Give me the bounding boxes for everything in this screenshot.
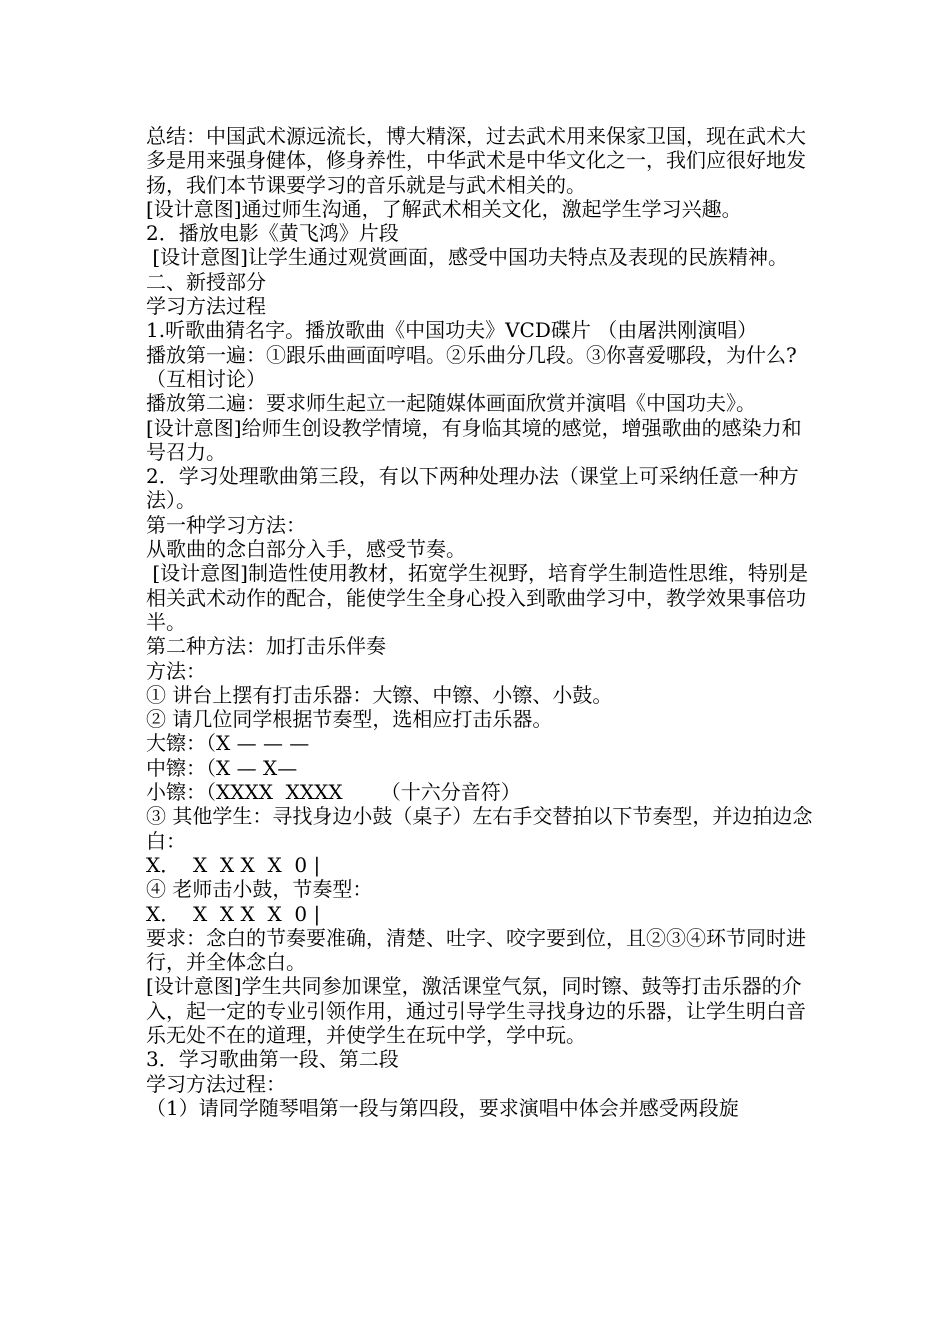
- design-intent-paragraph: [设计意图]制造性使用教材，拓宽学生视野，培育学生制造性思维，特别是相关武术动作的配合，能使学生全身心投入到歌曲学习中，教学效果事倍功半。: [146, 561, 808, 634]
- requirement-paragraph: 要求：念白的节奏要准确，清楚、吐字、咬字要到位，且②③④环节同时进行，并全体念白。: [146, 925, 806, 975]
- method-heading: 第一种学习方法：: [146, 512, 306, 537]
- rhythm-line: 中镲：（X — X—: [146, 755, 298, 780]
- method-heading: 第二种方法：加打击乐伴奏: [146, 634, 386, 659]
- rhythm-line: X． X X X X 0 |: [146, 901, 321, 926]
- body-paragraph: （1）请同学随琴唱第一段与第四段，要求演唱中体会并感受两段旋: [146, 1095, 739, 1120]
- step-paragraph: 2．学习处理歌曲第三段，有以下两种处理办法（课堂上可采纳任意一种方法）。: [146, 464, 799, 513]
- numbered-item: ④ 老师击小鼓，节奏型：: [146, 877, 373, 902]
- body-paragraph: 播放第二遍：要求师生起立一起随媒体画面欣赏并演唱《中国功夫》。: [146, 391, 756, 416]
- numbered-item: ② 请几位同学根据节奏型，选相应打击乐器。: [146, 707, 553, 732]
- numbered-item: ① 讲台上摆有打击乐器：大镲、中镲、小镲、小鼓。: [146, 682, 613, 707]
- design-intent-paragraph: [设计意图]让学生通过观赏画面，感受中国功夫特点及表现的民族精神。: [146, 245, 788, 270]
- rhythm-line: 大镲：（X — — —: [146, 731, 310, 756]
- rhythm-line: X． X X X X 0 |: [146, 852, 321, 877]
- method-label: 方法：: [146, 658, 206, 683]
- section-heading: 二、新授部分: [146, 269, 266, 294]
- body-paragraph: 播放第一遍：①跟乐曲画面哼唱。②乐曲分几段。③你喜爱哪段，为什么?（互相讨论）: [146, 342, 797, 391]
- rhythm-line: 小镲：（XXXX XXXX （十六分音符）: [146, 780, 521, 805]
- design-intent-paragraph: [设计意图]学生共同参加课堂，激活课堂气氛，同时镲、鼓等打击乐器的介入，起一定的专业引领作用，通过引导学生寻找身边的乐器，让学生明白音乐无处不在的道理，并使学生在玩中学，学中玩。: [146, 974, 806, 1047]
- step-heading: 2．播放电影《黄飞鸿》片段: [146, 221, 399, 246]
- design-intent-paragraph: [设计意图]通过师生沟通，了解武术相关文化，激起学生学习兴趣。: [146, 196, 742, 221]
- body-paragraph: 从歌曲的念白部分入手，感受节奏。: [146, 537, 466, 562]
- step-paragraph: 1.听歌曲猜名字。播放歌曲《中国功夫》VCD碟片 （由屠洪刚演唱）: [146, 318, 758, 343]
- design-intent-paragraph: [设计意图]给师生创设教学情境，有身临其境的感觉，增强歌曲的感染力和号召力。: [146, 415, 802, 464]
- subsection-heading: 学习方法过程：: [146, 1071, 286, 1096]
- document-body: [146, 124, 814, 1120]
- summary-paragraph: 总结：中国武术源远流长，博大精深，过去武术用来保家卫国，现在武术大多是用来强身健体，修身养性，中华武术是中华文化之一，我们应很好地发扬，我们本节课要学习的音乐就是与武术相关的。: [146, 124, 806, 197]
- subsection-heading: 学习方法过程: [146, 294, 266, 319]
- numbered-item: ③ 其他学生：寻找身边小鼓（桌子）左右手交替拍以下节奏型，并边拍边念白：: [146, 804, 813, 853]
- step-heading: 3．学习歌曲第一段、第二段: [146, 1047, 399, 1072]
